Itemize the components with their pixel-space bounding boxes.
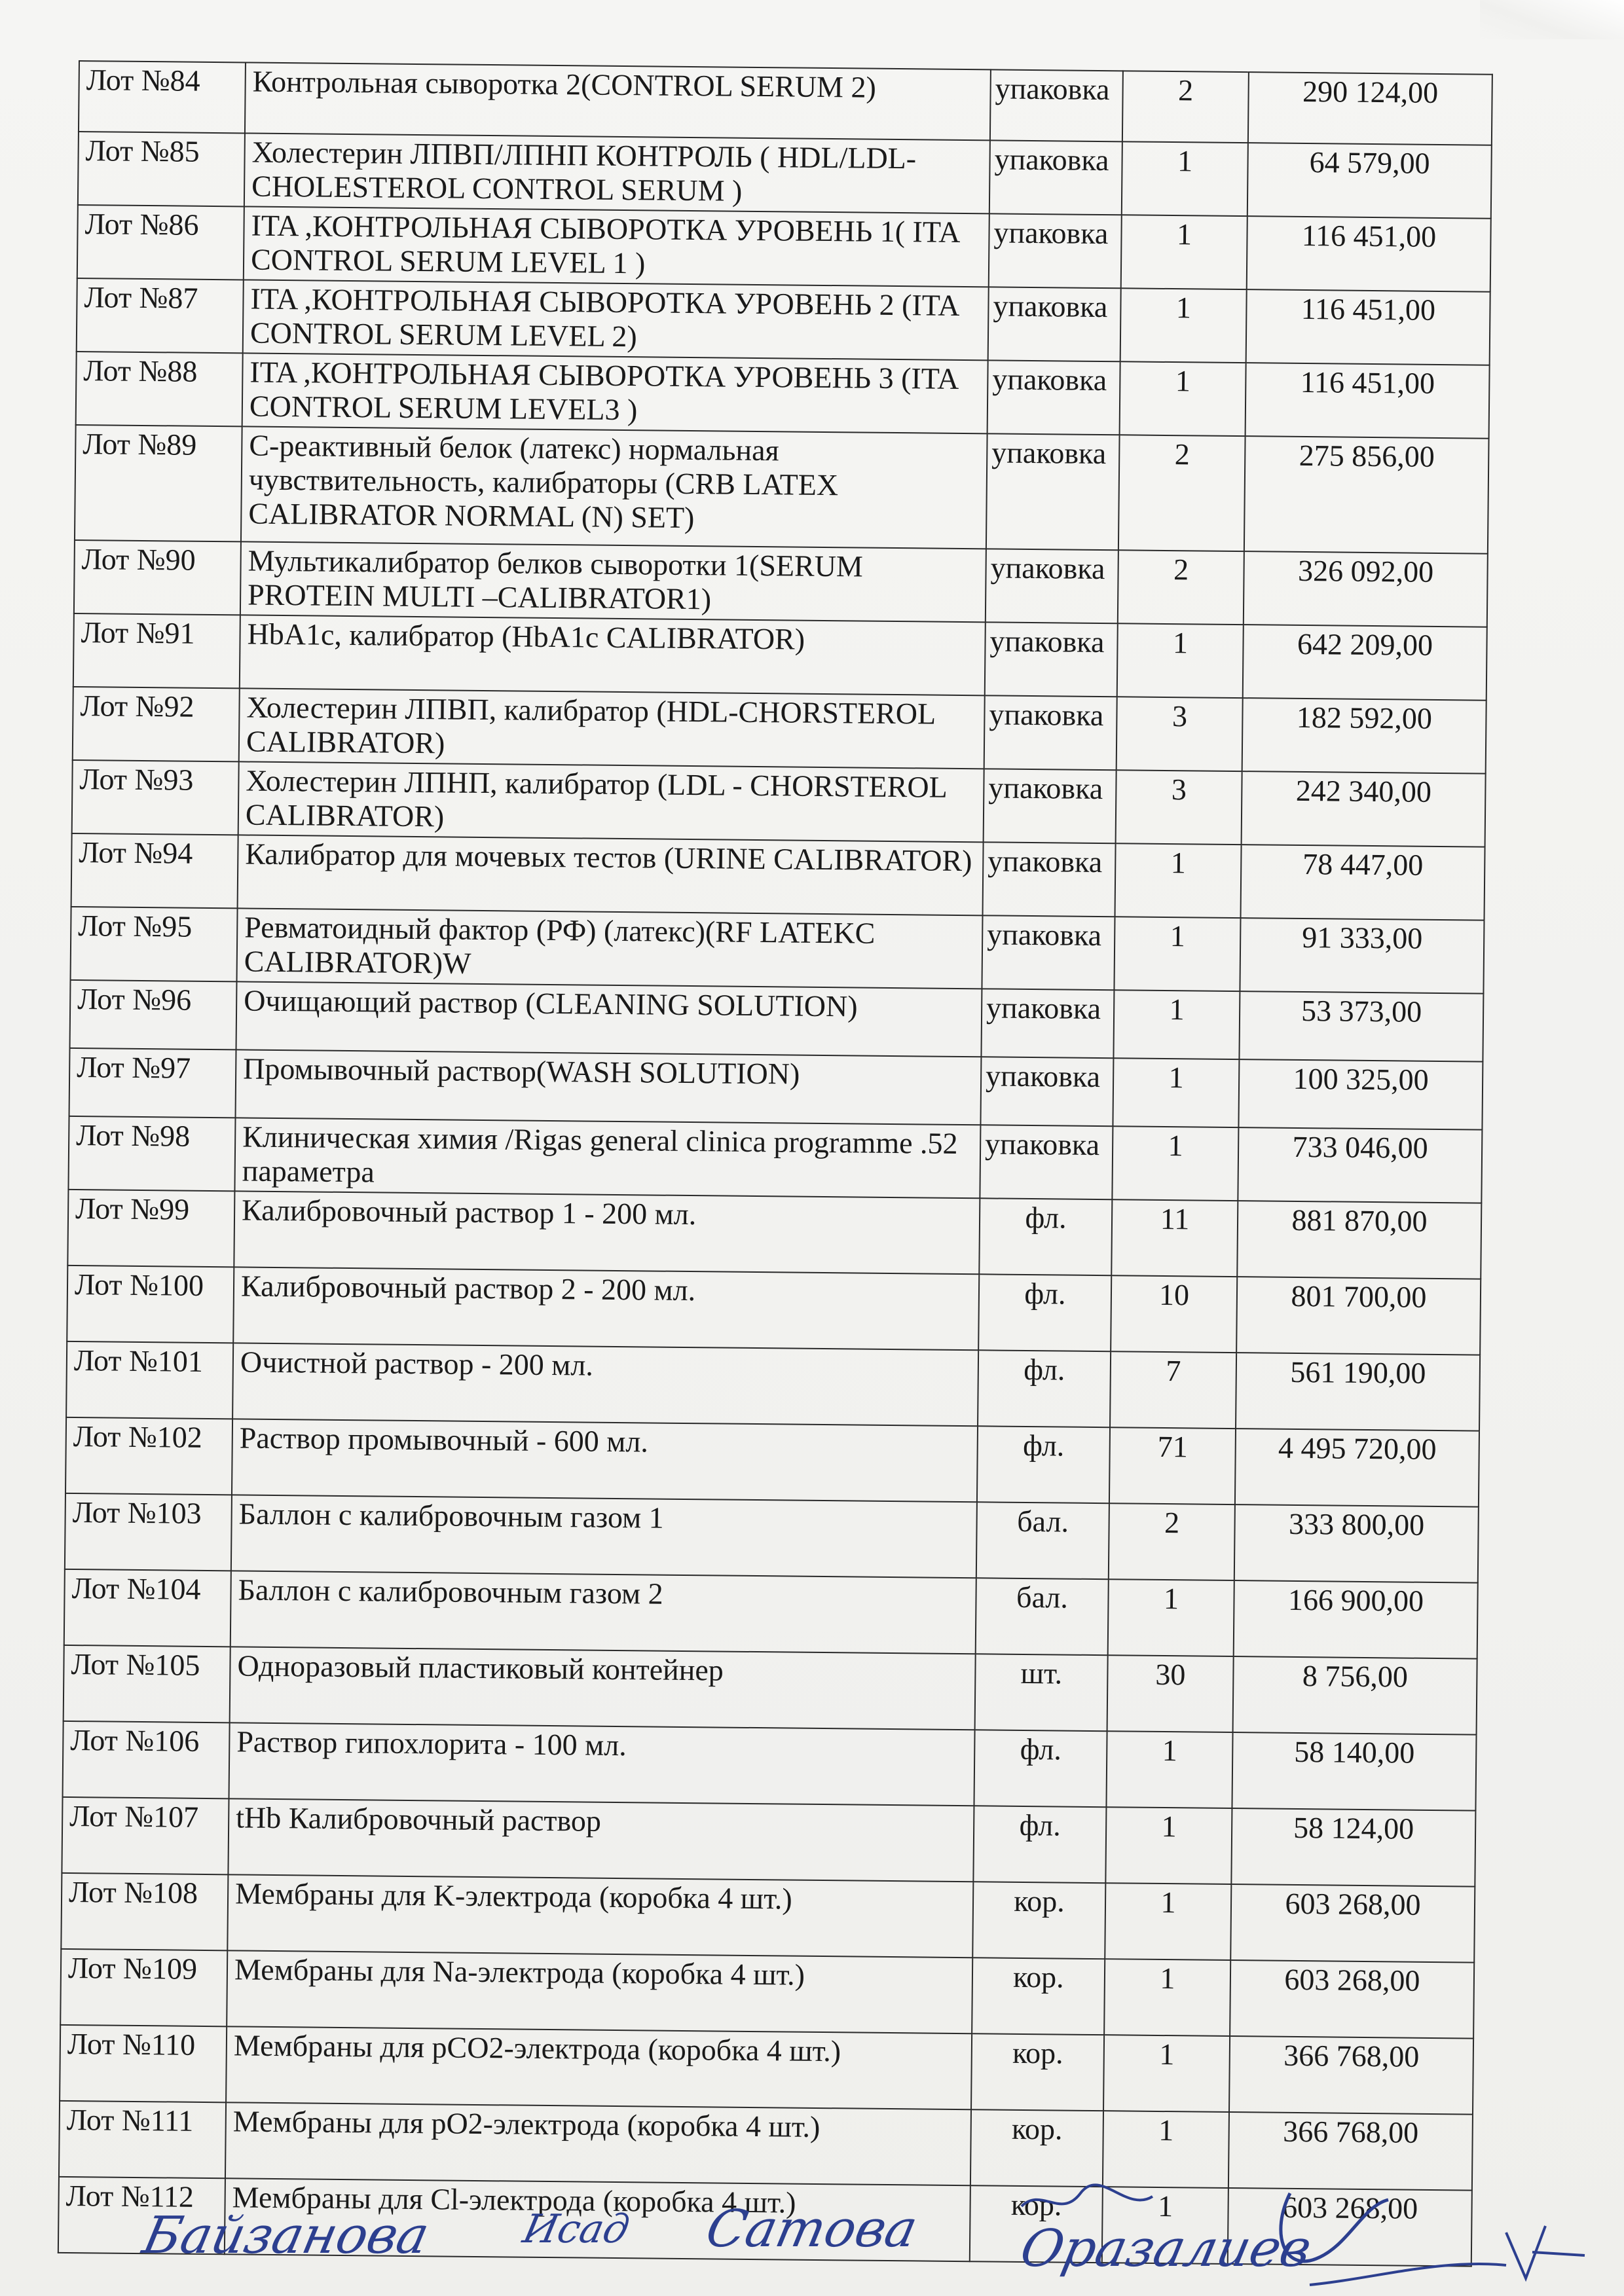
unit-cell: кор. (971, 2033, 1104, 2111)
item-name-cell: Раствор гипохлорита - 100 мл. (229, 1722, 975, 1806)
item-name-cell: Баллон с калибровочным газом 1 (231, 1495, 977, 1578)
item-name-cell: Клиническая химия /Rigas general clinica programme .52 параметра (234, 1118, 980, 1198)
quantity-cell: 10 (1111, 1275, 1237, 1353)
table-row (73, 613, 1487, 701)
amount-cell: 275 856,00 (1244, 436, 1489, 554)
unit-cell: фл. (973, 1806, 1106, 1883)
quantity-cell: 11 (1111, 1199, 1238, 1277)
quantity-cell: 1 (1122, 141, 1248, 216)
unit-cell: фл. (977, 1426, 1110, 1503)
amount-cell: 166 900,00 (1234, 1580, 1478, 1659)
signature-stroke-3 (1310, 2264, 1506, 2285)
item-name-cell: Калибратор для мочевых тестов (URINE CALIBRATOR) (238, 835, 984, 915)
amount-cell: 116 451,00 (1246, 363, 1490, 439)
quantity-cell: 1 (1103, 2111, 1229, 2188)
item-name-cell: Одноразовый пластиковый контейнер (230, 1647, 976, 1730)
lots-table (58, 60, 1493, 2267)
lot-number-cell: Лот №97 (69, 1048, 236, 1118)
table-row (67, 1190, 1481, 1279)
quantity-cell: 3 (1116, 770, 1242, 845)
unit-cell: упаковка (987, 360, 1120, 435)
item-name-cell: ITA ,КОНТРОЛЬНАЯ СЫВОРОТКА УРОВЕНЬ 3 (ITA CONTROL SERUM LEVEL3 ) (242, 353, 988, 433)
item-name-cell: tHb Калибровочный раствор (228, 1798, 974, 1882)
unit-cell: упаковка (989, 140, 1122, 215)
quantity-cell: 1 (1104, 1959, 1230, 2036)
unit-cell: упаковка (980, 1125, 1113, 1199)
lot-number-cell: Лот №89 (75, 425, 242, 541)
item-name-cell: Раствор промывочный - 600 мл. (232, 1419, 978, 1502)
quantity-cell: 1 (1103, 2035, 1230, 2112)
item-name-cell: С-реактивный белок (латекс) нормальная чувствительность, калибраторы (CRB LATEX CALIBRATOR NORMAL (N) SET) (241, 426, 987, 549)
unit-cell: упаковка (981, 989, 1114, 1058)
quantity-cell: 1 (1102, 2187, 1228, 2264)
lot-number-cell: Лот №85 (78, 132, 245, 206)
amount-cell: 91 333,00 (1240, 918, 1484, 994)
table-row (77, 278, 1490, 365)
lot-number-cell: Лот №94 (71, 833, 238, 908)
amount-cell: 116 451,00 (1246, 289, 1490, 365)
amount-cell: 561 190,00 (1236, 1353, 1480, 1431)
page-corner-fold (1480, 0, 1624, 39)
table-row (74, 540, 1488, 627)
item-name-cell: Мультикалибратор белков сыворотки 1(SERUM PROTEIN MULTI –CALIBRATOR1) (240, 541, 986, 622)
table-row (67, 1266, 1481, 1355)
amount-cell: 333 800,00 (1234, 1504, 1479, 1583)
lot-number-cell: Лот №98 (68, 1116, 235, 1191)
unit-cell: упаковка (982, 915, 1115, 990)
item-name-cell: Очищающий раствор (CLEANING SOLUTION) (236, 981, 982, 1057)
quantity-cell: 2 (1118, 435, 1246, 551)
signature-stroke-1 (1022, 2185, 1153, 2206)
unit-cell: упаковка (986, 549, 1118, 623)
item-name-cell: Мембраны для pO2-электрода (коробка 4 шт.) (225, 2102, 971, 2185)
signature-area (0, 2180, 1624, 2296)
table-row (65, 1417, 1479, 1507)
quantity-cell: 1 (1120, 361, 1246, 436)
table-row (64, 1645, 1477, 1735)
table-row (59, 2101, 1473, 2191)
unit-cell: упаковка (989, 213, 1122, 288)
amount-cell: 4 495 720,00 (1235, 1429, 1479, 1507)
amount-cell: 242 340,00 (1242, 771, 1486, 847)
unit-cell: упаковка (984, 695, 1117, 770)
item-name-cell: Холестерин ЛПВП/ЛПНП КОНТРОЛЬ ( HDL/LDL- CHOLESTEROL CONTROL SERUM ) (244, 133, 990, 213)
quantity-cell: 1 (1113, 1058, 1239, 1127)
lot-number-cell: Лот №86 (77, 205, 244, 280)
quantity-cell: 1 (1108, 1579, 1234, 1656)
amount-cell: 53 373,00 (1239, 991, 1483, 1062)
table-row (70, 980, 1484, 1062)
lot-number-cell: Лот №93 (72, 760, 239, 835)
unit-cell: кор. (970, 2109, 1103, 2187)
item-name-cell: Промывочный раствор(WASH SOLUTION) (236, 1049, 982, 1125)
item-name-cell: Ревматоидный фактор (РФ) (латекс)(RF LATEKC CALIBRATOR)W (237, 908, 983, 989)
item-name-cell: HbA1c, калибратор (HbA1c CALIBRATOR) (240, 615, 986, 695)
item-name-cell: Мембраны для pCO2-электрода (коробка 4 шт.) (226, 2026, 972, 2109)
item-name-cell: Очистной раствор - 200 мл. (232, 1343, 978, 1426)
item-name-cell: ITA ,КОНТРОЛЬНАЯ СЫВОРОТКА УРОВЕНЬ 1( ITA CONTROL SERUM LEVEL 1 ) (244, 206, 989, 287)
amount-cell: 290 124,00 (1248, 72, 1492, 145)
lot-number-cell: Лот №110 (60, 2025, 227, 2102)
item-name-cell: Мембраны для Na-электрода (коробка 4 шт.) (227, 1950, 972, 2033)
lot-number-cell: Лот №109 (60, 1949, 227, 2026)
unit-cell: фл. (978, 1350, 1111, 1427)
quantity-cell: 2 (1118, 550, 1244, 625)
lots-table-body (58, 61, 1492, 2267)
amount-cell: 603 268,00 (1230, 1960, 1474, 2039)
unit-cell: упаковка (980, 1057, 1113, 1126)
table-row (63, 1721, 1477, 1811)
lot-number-cell: Лот №105 (64, 1645, 231, 1722)
table-row (62, 1797, 1475, 1887)
quantity-cell: 1 (1105, 1807, 1232, 1884)
lot-number-cell: Лот №102 (65, 1417, 232, 1495)
quantity-cell: 1 (1114, 917, 1240, 991)
lot-number-cell: Лот №88 (76, 352, 243, 426)
lot-number-cell: Лот №87 (77, 278, 244, 353)
quantity-cell: 1 (1105, 1883, 1231, 1960)
item-name-cell: Холестерин ЛПНП, калибратор (LDL - CHORSTEROL CALIBRATOR) (238, 761, 984, 842)
signature-3: Сатова (701, 2200, 923, 2259)
lot-number-cell: Лот №106 (63, 1721, 230, 1798)
lot-number-cell: Лот №101 (66, 1341, 233, 1419)
signature-stroke-4 (1506, 2226, 1585, 2278)
unit-cell: упаковка (985, 622, 1118, 697)
unit-cell: фл. (974, 1730, 1107, 1807)
table-row (79, 61, 1492, 145)
unit-cell: упаковка (986, 433, 1120, 550)
quantity-cell: 2 (1109, 1503, 1235, 1580)
table-row (61, 1873, 1475, 1963)
table-row (68, 1116, 1482, 1203)
unit-cell: бал. (976, 1502, 1109, 1579)
quantity-cell: 3 (1116, 697, 1243, 771)
table-row (72, 760, 1486, 847)
lot-number-cell: Лот №95 (71, 907, 238, 981)
amount-cell: 58 124,00 (1231, 1808, 1475, 1887)
quantity-cell: 1 (1115, 843, 1242, 918)
item-name-cell: Мембраны для K-электрода (коробка 4 шт.) (227, 1874, 973, 1958)
table-row (71, 907, 1485, 994)
unit-cell: упаковка (983, 842, 1116, 917)
item-name-cell: Калибровочный раствор 2 - 200 мл. (233, 1267, 979, 1350)
unit-cell: упаковка (984, 769, 1116, 843)
amount-cell: 58 140,00 (1232, 1732, 1476, 1811)
unit-cell: кор. (972, 1958, 1105, 2035)
table-row (75, 425, 1489, 554)
lot-number-cell: Лот №92 (73, 687, 240, 761)
amount-cell: 8 756,00 (1233, 1656, 1477, 1735)
item-name-cell: ITA ,КОНТРОЛЬНАЯ СЫВОРОТКА УРОВЕНЬ 2 (ITA CONTROL SERUM LEVEL 2) (243, 280, 989, 360)
quantity-cell: 1 (1113, 990, 1240, 1059)
table-row (73, 687, 1486, 774)
amount-cell: 642 209,00 (1243, 625, 1487, 701)
lot-number-cell: Лот №90 (74, 540, 241, 615)
quantity-cell: 30 (1107, 1655, 1234, 1732)
amount-cell: 603 268,00 (1228, 2188, 1472, 2267)
table-row (60, 1949, 1474, 2039)
lot-number-cell: Лот №99 (67, 1190, 234, 1267)
lot-number-cell: Лот №107 (62, 1797, 229, 1874)
unit-cell: шт. (975, 1654, 1108, 1731)
table-row (60, 2025, 1473, 2115)
amount-cell: 603 268,00 (1230, 1884, 1475, 1963)
table-row (66, 1341, 1480, 1431)
quantity-cell: 1 (1106, 1731, 1232, 1808)
item-name-cell: Баллон с калибровочным газом 2 (231, 1571, 976, 1654)
lot-number-cell: Лот №103 (65, 1493, 232, 1571)
lot-number-cell: Лот №100 (67, 1266, 234, 1343)
table-row (65, 1493, 1479, 1583)
unit-cell: кор. (972, 1882, 1105, 1959)
lot-number-cell: Лот №111 (59, 2101, 226, 2178)
amount-cell: 366 768,00 (1229, 2036, 1473, 2115)
unit-cell: упаковка (990, 69, 1123, 141)
amount-cell: 881 870,00 (1237, 1201, 1481, 1279)
quantity-cell: 1 (1120, 288, 1247, 363)
table-row (71, 833, 1485, 920)
quantity-cell: 2 (1122, 71, 1249, 143)
lot-number-cell: Лот №84 (79, 61, 246, 133)
quantity-cell: 71 (1109, 1427, 1236, 1504)
item-name-cell: Калибровочный раствор 1 - 200 мл. (234, 1191, 980, 1274)
unit-cell: бал. (976, 1578, 1109, 1655)
lot-number-cell: Лот №96 (70, 980, 237, 1049)
lot-number-cell: Лот №91 (73, 613, 240, 688)
amount-cell: 64 579,00 (1247, 143, 1492, 219)
quantity-cell: 1 (1121, 215, 1247, 289)
amount-cell: 182 592,00 (1242, 698, 1486, 774)
item-name-cell: Холестерин ЛПВП, калибратор (HDL-CHORSTEROL CALIBRATOR) (239, 688, 985, 769)
unit-cell: фл. (979, 1198, 1112, 1275)
item-name-cell: Контрольная сыворотка 2(CONTROL SERUM 2) (245, 62, 991, 140)
quantity-cell: 1 (1112, 1126, 1238, 1201)
unit-cell: фл. (978, 1274, 1111, 1351)
amount-cell: 326 092,00 (1244, 551, 1488, 627)
signature-2: Исад (519, 2206, 634, 2252)
signature-4: Оразалиев (1015, 2219, 1317, 2278)
lot-number-cell: Лот №112 (58, 2177, 225, 2254)
amount-cell: 366 768,00 (1228, 2112, 1473, 2191)
table-row (76, 352, 1490, 439)
table-row (64, 1569, 1478, 1659)
lot-number-cell: Лот №104 (64, 1569, 231, 1647)
quantity-cell: 1 (1117, 623, 1244, 698)
unit-cell: упаковка (988, 287, 1121, 361)
amount-cell: 801 700,00 (1236, 1277, 1481, 1355)
amount-cell: 733 046,00 (1238, 1127, 1482, 1203)
item-name-cell: Мембраны для Cl-электрода (коробка 4 шт.) (225, 2178, 970, 2261)
quantity-cell: 7 (1110, 1351, 1236, 1429)
amount-cell: 78 447,00 (1241, 845, 1485, 920)
table-row (69, 1048, 1483, 1130)
signature-1: Байзанова (138, 2206, 434, 2265)
lot-number-cell: Лот №108 (61, 1873, 228, 1950)
table-row (78, 132, 1492, 219)
amount-cell: 116 451,00 (1247, 216, 1491, 292)
amount-cell: 100 325,00 (1238, 1059, 1483, 1130)
table-row (77, 205, 1491, 292)
unit-cell: кор. (970, 2185, 1103, 2263)
